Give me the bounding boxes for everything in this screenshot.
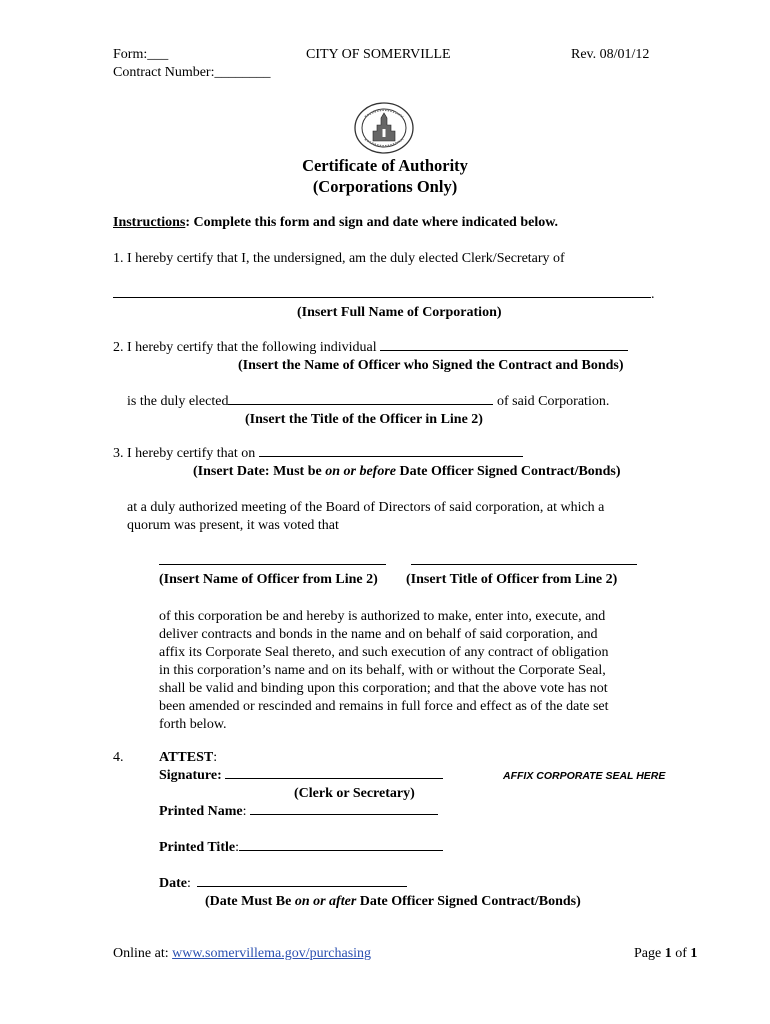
item3-statement — [113, 446, 523, 463]
corporation-name-hint: (Insert Full Name of Corporation) — [297, 305, 502, 320]
vote-officer-name-field[interactable] — [159, 554, 386, 571]
resolution-line: affix its Corporate Seal thereto, and such execution of any contract of obligation — [159, 645, 609, 660]
footer-online — [113, 946, 371, 963]
printed-title-field[interactable] — [239, 849, 443, 851]
item2-statement — [113, 340, 628, 357]
corporate-seal-note: AFFIX CORPORATE SEAL HERE — [503, 770, 666, 782]
resolution-body — [159, 608, 609, 734]
revision-date: Rev. 08/01/12 — [571, 47, 650, 62]
date-row: Date: — [159, 876, 407, 893]
date-label: Date — [159, 876, 187, 891]
item2-text: 2. I hereby certify that the following individual — [113, 340, 377, 355]
vote-officer-title-hint: (Insert Title of Officer from Line 2) — [406, 572, 618, 587]
instructions-text: : Complete this form and sign and date where indicated below. — [185, 215, 559, 230]
item4-number: 4. — [113, 750, 124, 765]
item1-statement: 1. I hereby certify that I, the undersigned, am the duly elected Clerk/Secretary of — [113, 251, 565, 266]
page-number: Page 1 of 1 — [634, 946, 698, 961]
meeting-date-hint-emphasis: on or before — [325, 464, 396, 479]
document-subtitle: (Corporations Only) — [312, 177, 458, 196]
signature-field[interactable] — [225, 777, 443, 779]
elected-line — [127, 394, 609, 411]
officer-name-hint: (Insert the Name of Officer who Signed the Contract and Bonds) — [238, 358, 624, 373]
city-name: CITY OF SOMERVILLE — [306, 47, 451, 62]
instructions-label: Instructions — [113, 215, 186, 230]
printed-title-row: Printed Title: — [159, 840, 443, 857]
meeting-date-field[interactable] — [259, 455, 523, 457]
elected-prefix: is the duly elected — [127, 394, 229, 409]
signature-label: Signature: — [159, 768, 226, 783]
date-hint: (Date Must Be on or after Date Officer Signed Contract/Bonds) — [205, 894, 581, 909]
signature-row — [159, 768, 443, 785]
resolution-line: shall be valid and binding upon this corporation; and that the above vote has not — [159, 681, 608, 696]
item3-text: 3. I hereby certify that on — [113, 446, 256, 461]
meeting-line-2: quorum was present, it was voted that — [127, 518, 339, 533]
purchasing-link[interactable]: www.somervillema.gov/purchasing — [172, 946, 372, 961]
vote-officer-title-field[interactable] — [411, 554, 637, 571]
contract-number-label: Contract Number:________ — [113, 65, 271, 80]
document-title: Certificate of Authority — [302, 156, 468, 175]
clerk-hint: (Clerk or Secretary) — [294, 786, 415, 801]
instructions — [113, 215, 558, 232]
corporation-name-field[interactable] — [113, 287, 655, 304]
resolution-line: forth below. — [159, 717, 227, 732]
date-hint-emphasis: on or after — [294, 894, 357, 909]
printed-name-label: Printed Name — [159, 804, 243, 819]
printed-name-field[interactable] — [250, 813, 438, 815]
elected-suffix: of said Corporation. — [493, 394, 610, 409]
resolution-line: in this corporation’s name and on its behalf, with or without the Corporate Seal, — [159, 663, 606, 678]
city-seal-icon — [353, 101, 415, 161]
item1-period: . — [651, 287, 655, 302]
printed-title-label: Printed Title — [159, 840, 236, 855]
officer-title-hint: (Insert the Title of the Officer in Line 2) — [245, 412, 483, 427]
meeting-date-hint: (Insert Date: Must be on or before Date Officer Signed Contract/Bonds) — [193, 464, 621, 479]
vote-officer-name-hint: (Insert Name of Officer from Line 2) — [159, 572, 378, 587]
footer-online-label: Online at: — [113, 946, 173, 961]
date-field[interactable] — [197, 885, 407, 887]
resolution-line: of this corporation be and hereby is authorized to make, enter into, execute, and — [159, 609, 606, 624]
officer-title-field[interactable] — [228, 403, 493, 405]
attest-heading: ATTEST: — [159, 750, 218, 765]
form-number-label: Form:___ — [113, 47, 169, 62]
resolution-line: deliver contracts and bonds in the name and on behalf of said corporation, and — [159, 627, 598, 642]
officer-name-field[interactable] — [380, 349, 628, 351]
resolution-line: been amended or rescinded and remains in full force and effect as of the date set — [159, 699, 609, 714]
meeting-line-1: at a duly authorized meeting of the Board of Directors of said corporation, at which a — [127, 500, 605, 515]
printed-name-row: Printed Name: — [159, 804, 438, 821]
